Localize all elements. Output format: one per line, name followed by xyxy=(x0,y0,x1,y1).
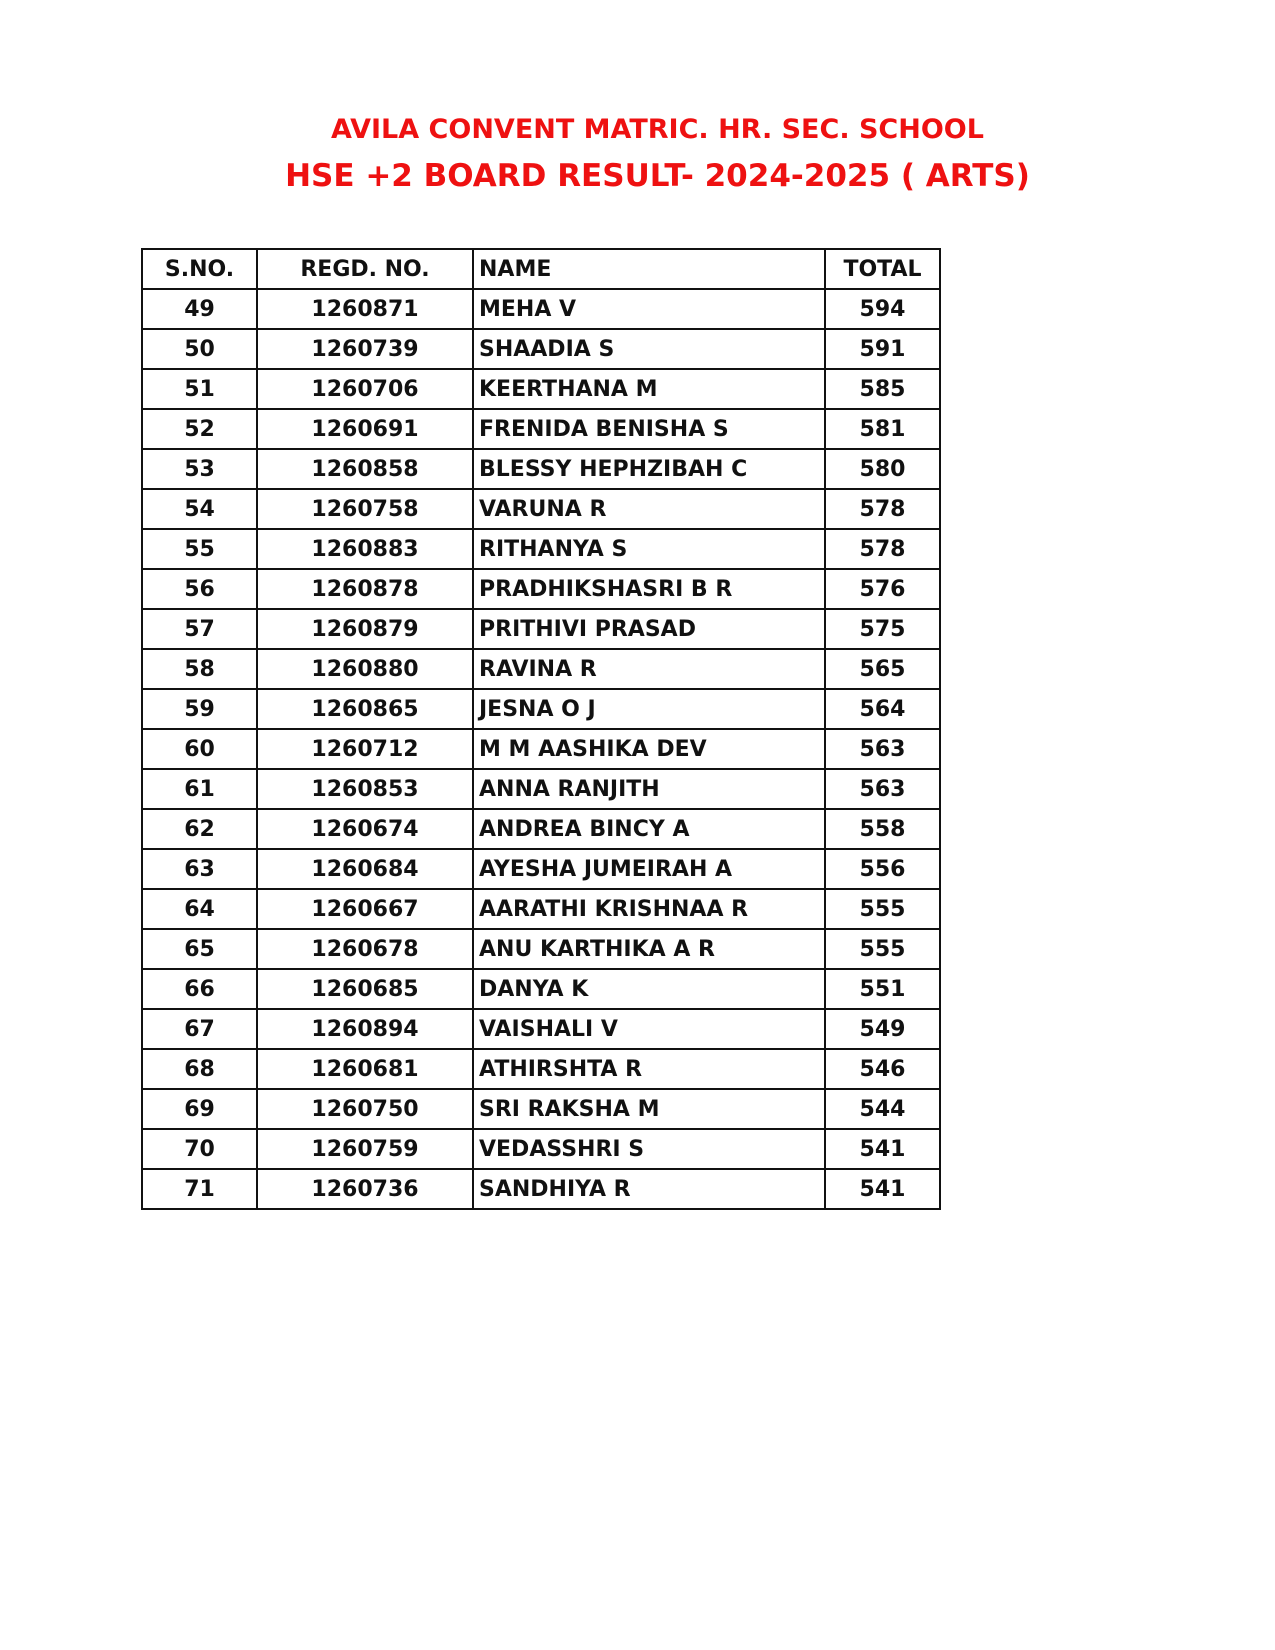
table-row xyxy=(142,329,940,369)
cell-total: 556 xyxy=(825,849,940,889)
cell-sno: 69 xyxy=(142,1089,257,1129)
cell-total: 541 xyxy=(825,1169,940,1209)
cell-sno: 71 xyxy=(142,1169,257,1209)
cell-total: 580 xyxy=(825,449,940,489)
cell-regd-no: 1260858 xyxy=(257,449,473,489)
cell-regd-no: 1260681 xyxy=(257,1049,473,1089)
table-row xyxy=(142,809,940,849)
cell-name: ANNA RANJITH xyxy=(473,769,825,809)
cell-sno: 55 xyxy=(142,529,257,569)
cell-name: VARUNA R xyxy=(473,489,825,529)
table-row xyxy=(142,1129,940,1169)
cell-sno: 56 xyxy=(142,569,257,609)
cell-regd-no: 1260750 xyxy=(257,1089,473,1129)
table-header-row xyxy=(142,249,940,289)
cell-name: ANDREA BINCY A xyxy=(473,809,825,849)
cell-sno: 67 xyxy=(142,1009,257,1049)
cell-regd-no: 1260883 xyxy=(257,529,473,569)
table-row xyxy=(142,1089,940,1129)
table-row xyxy=(142,289,940,329)
cell-name: VAISHALI V xyxy=(473,1009,825,1049)
table-row xyxy=(142,849,940,889)
cell-regd-no: 1260759 xyxy=(257,1129,473,1169)
table-row xyxy=(142,729,940,769)
table-row xyxy=(142,689,940,729)
table-row xyxy=(142,569,940,609)
result-title: HSE +2 BOARD RESULT- 2024-2025 ( ARTS) xyxy=(285,158,1030,194)
cell-regd-no: 1260678 xyxy=(257,929,473,969)
cell-total: 555 xyxy=(825,889,940,929)
cell-name: AYESHA JUMEIRAH A xyxy=(473,849,825,889)
cell-regd-no: 1260878 xyxy=(257,569,473,609)
table-row xyxy=(142,489,940,529)
cell-sno: 68 xyxy=(142,1049,257,1089)
cell-name: KEERTHANA M xyxy=(473,369,825,409)
cell-total: 564 xyxy=(825,689,940,729)
cell-sno: 53 xyxy=(142,449,257,489)
cell-regd-no: 1260691 xyxy=(257,409,473,449)
column-header-sno: S.NO. xyxy=(142,249,257,289)
cell-total: 558 xyxy=(825,809,940,849)
cell-name: SHAADIA S xyxy=(473,329,825,369)
table-row xyxy=(142,649,940,689)
cell-sno: 65 xyxy=(142,929,257,969)
cell-name: RITHANYA S xyxy=(473,529,825,569)
cell-total: 578 xyxy=(825,489,940,529)
cell-sno: 59 xyxy=(142,689,257,729)
results-table xyxy=(141,248,941,1210)
cell-regd-no: 1260879 xyxy=(257,609,473,649)
cell-total: 585 xyxy=(825,369,940,409)
cell-total: 563 xyxy=(825,729,940,769)
cell-name: ATHIRSHTA R xyxy=(473,1049,825,1089)
cell-total: 581 xyxy=(825,409,940,449)
cell-total: 591 xyxy=(825,329,940,369)
cell-name: SRI RAKSHA M xyxy=(473,1089,825,1129)
table-row xyxy=(142,529,940,569)
cell-name: DANYA K xyxy=(473,969,825,1009)
cell-total: 578 xyxy=(825,529,940,569)
cell-name: BLESSY HEPHZIBAH C xyxy=(473,449,825,489)
cell-total: 544 xyxy=(825,1089,940,1129)
cell-name: AARATHI KRISHNAA R xyxy=(473,889,825,929)
cell-regd-no: 1260739 xyxy=(257,329,473,369)
cell-name: JESNA O J xyxy=(473,689,825,729)
cell-name: RAVINA R xyxy=(473,649,825,689)
table-row xyxy=(142,369,940,409)
cell-sno: 64 xyxy=(142,889,257,929)
cell-regd-no: 1260871 xyxy=(257,289,473,329)
school-name: AVILA CONVENT MATRIC. HR. SEC. SCHOOL xyxy=(331,114,984,145)
table-row xyxy=(142,1009,940,1049)
cell-name: M M AASHIKA DEV xyxy=(473,729,825,769)
table-row xyxy=(142,889,940,929)
cell-regd-no: 1260712 xyxy=(257,729,473,769)
cell-name: MEHA V xyxy=(473,289,825,329)
cell-regd-no: 1260880 xyxy=(257,649,473,689)
cell-name: PRADHIKSHASRI B R xyxy=(473,569,825,609)
cell-total: 594 xyxy=(825,289,940,329)
cell-total: 565 xyxy=(825,649,940,689)
column-header-total: TOTAL xyxy=(825,249,940,289)
cell-sno: 50 xyxy=(142,329,257,369)
cell-name: PRITHIVI PRASAD xyxy=(473,609,825,649)
cell-regd-no: 1260758 xyxy=(257,489,473,529)
cell-sno: 49 xyxy=(142,289,257,329)
table-row xyxy=(142,769,940,809)
cell-total: 551 xyxy=(825,969,940,1009)
cell-name: VEDASSHRI S xyxy=(473,1129,825,1169)
cell-total: 576 xyxy=(825,569,940,609)
cell-total: 575 xyxy=(825,609,940,649)
cell-sno: 58 xyxy=(142,649,257,689)
cell-regd-no: 1260706 xyxy=(257,369,473,409)
table-row xyxy=(142,409,940,449)
cell-regd-no: 1260865 xyxy=(257,689,473,729)
table-row xyxy=(142,609,940,649)
cell-total: 541 xyxy=(825,1129,940,1169)
table-row xyxy=(142,1049,940,1089)
cell-total: 549 xyxy=(825,1009,940,1049)
table-row xyxy=(142,969,940,1009)
column-header-regd-no: REGD. NO. xyxy=(257,249,473,289)
cell-sno: 62 xyxy=(142,809,257,849)
cell-regd-no: 1260736 xyxy=(257,1169,473,1209)
cell-regd-no: 1260684 xyxy=(257,849,473,889)
cell-sno: 54 xyxy=(142,489,257,529)
cell-regd-no: 1260667 xyxy=(257,889,473,929)
table-body xyxy=(142,289,940,1209)
cell-sno: 52 xyxy=(142,409,257,449)
cell-total: 546 xyxy=(825,1049,940,1089)
cell-sno: 60 xyxy=(142,729,257,769)
cell-regd-no: 1260894 xyxy=(257,1009,473,1049)
cell-name: SANDHIYA R xyxy=(473,1169,825,1209)
cell-name: FRENIDA BENISHA S xyxy=(473,409,825,449)
cell-total: 563 xyxy=(825,769,940,809)
cell-name: ANU KARTHIKA A R xyxy=(473,929,825,969)
cell-total: 555 xyxy=(825,929,940,969)
cell-sno: 61 xyxy=(142,769,257,809)
cell-sno: 66 xyxy=(142,969,257,1009)
column-header-name: NAME xyxy=(473,249,825,289)
cell-sno: 63 xyxy=(142,849,257,889)
table-row xyxy=(142,1169,940,1209)
cell-sno: 51 xyxy=(142,369,257,409)
table-row xyxy=(142,929,940,969)
table-row xyxy=(142,449,940,489)
cell-sno: 70 xyxy=(142,1129,257,1169)
cell-regd-no: 1260853 xyxy=(257,769,473,809)
cell-regd-no: 1260674 xyxy=(257,809,473,849)
cell-sno: 57 xyxy=(142,609,257,649)
cell-regd-no: 1260685 xyxy=(257,969,473,1009)
